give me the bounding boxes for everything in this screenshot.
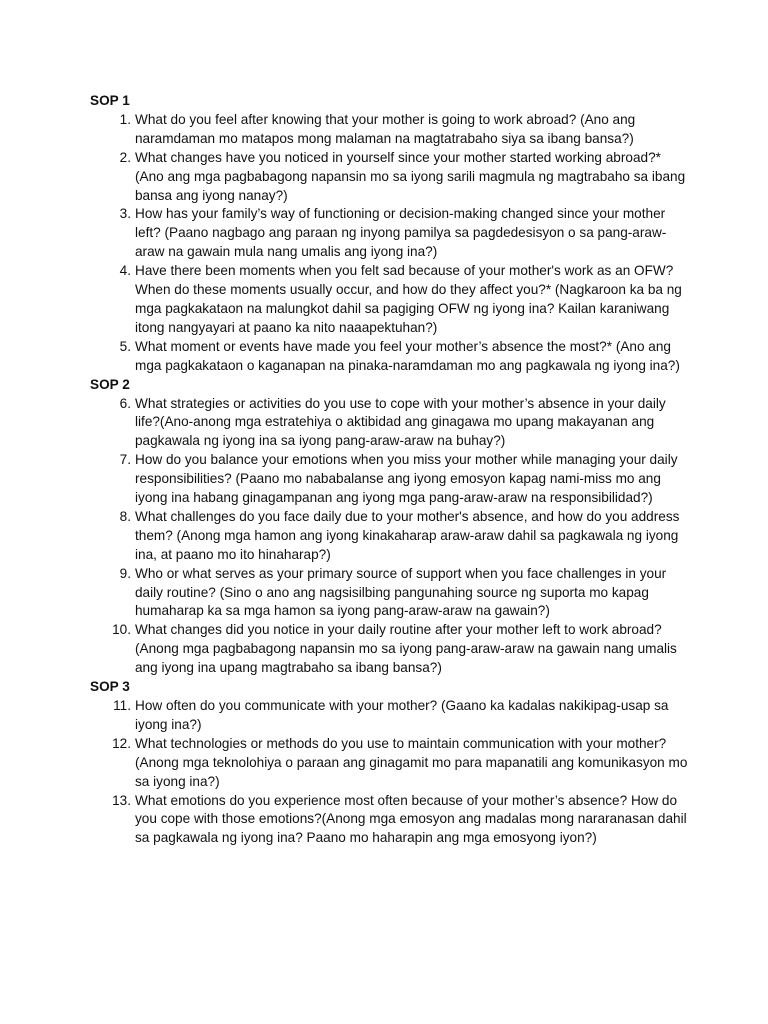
question-number: 6. [119, 395, 131, 411]
question-item [90, 735, 690, 792]
question-item [90, 262, 690, 338]
question-number: 9. [119, 565, 131, 581]
question-list [90, 395, 690, 679]
question-number: 2. [119, 149, 131, 165]
question-item [90, 149, 690, 206]
question-text: Who or what serves as your primary source of support when you face challenges in your daily routine? (Sino o ano ang nagsisilbing pangunahing source ng suporta mo kapag humaharap ka sa mga hamon sa iyong pang-araw-araw na gawain?) [135, 565, 667, 619]
question-item [90, 451, 690, 508]
question-number: 8. [119, 508, 131, 524]
question-text: What do you feel after knowing that your mother is going to work abroad? (Ano ang naramdaman mo matapos mong malaman na magtatrabaho siya sa ibang bansa?) [135, 111, 636, 146]
section-3 [90, 678, 690, 848]
section-1 [90, 92, 690, 376]
question-text: What moment or events have made you feel your mother’s absence the most?* (Ano ang mga pagkakataon o kaganapan na pinaka-naramdaman mo ang pagkawala ng iyong ina?) [135, 338, 680, 373]
section-heading: SOP 3 [90, 679, 130, 695]
question-number: 5. [119, 338, 131, 354]
question-number: 4. [119, 263, 131, 279]
question-text: What strategies or activities do you use to cope with your mother’s absence in your daily life?(Ano-anong mga estratehiya o aktibidad ang ginagawa mo upang makayanan ang pagkawala ng iyong ina sa iyong pang-araw-araw na buhay?) [135, 395, 666, 449]
question-number: 13. [112, 792, 131, 808]
question-number: 11. [113, 698, 131, 713]
question-number: 7. [119, 452, 131, 468]
question-text: What technologies or methods do you use to maintain communication with your mother?(Anong mga teknolohiya o paraan ang ginagamit mo para mapanatili ang komunikasyon mo sa iyong ina?) [135, 735, 688, 789]
question-text: How has your family’s way of functioning or decision-making changed since your mother left? (Paano nagbago ang paraan ng inyong pamilya sa pagdedesisyon o sa pang-araw-araw na gawain mula nang umalis ang iyong ina?) [135, 206, 667, 260]
question-text: What changes did you notice in your daily routine after your mother left to work abroad? (Anong mga pagbabagong napansin mo sa iyong pang-araw-araw na gawain nang umalis ang iyong ina upang magtrabaho sa ibang bansa?) [135, 622, 677, 676]
question-item [90, 111, 690, 149]
question-text: What emotions do you experience most often because of your mother’s absence? How do you cope with those emotions?(Anong mga emosyon ang madalas mong nararanasan dahil sa pagkawala ng iyong ina? Paano mo haharapin ang mga emosyong iyon?) [135, 792, 687, 846]
question-number: 12. [112, 735, 131, 751]
section-heading: SOP 1 [90, 93, 130, 108]
question-number: 3. [119, 206, 131, 222]
question-item [90, 792, 690, 849]
question-text: What challenges do you face daily due to your mother's absence, and how do you address them? (Anong mga hamon ang iyong kinakaharap araw-araw dahil sa pagkawala ng iyong ina, at paano mo ito hinaharap?) [135, 508, 680, 562]
question-number: 1. [119, 111, 131, 127]
question-text: Have there been moments when you felt sad because of your mother's work as an OFW? When do these moments usually occur, and how do they affect you?* (Nagkaroon ka ba ng mga pagkakataon na malungkot dahil sa pagiging OFW ng iyong ina? Kailan karaniwang itong nangyayari at paano ka nito naaapektuhan?) [135, 263, 682, 335]
question-item [90, 565, 690, 622]
question-item [90, 205, 690, 262]
question-text: What changes have you noticed in yourself since your mother started working abroad?* (Ano ang mga pagbabagong napansin mo sa iyong sarili magmula ng magtrabaho sa ibang bansa ang iyong nanay?) [135, 149, 686, 203]
question-item [90, 395, 690, 452]
question-number: 10. [112, 622, 131, 638]
question-list [90, 111, 690, 376]
question-list [90, 697, 690, 848]
question-item [90, 338, 690, 376]
question-item [90, 697, 690, 735]
question-item [90, 508, 690, 565]
section-2 [90, 376, 690, 679]
question-text: How do you balance your emotions when you miss your mother while managing your daily responsibilities? (Paano mo nababalanse ang iyong emosyon kapag nami-miss mo ang iyong ina habang ginagampanan ang iyong mga pang-araw-araw na responsibilidad?) [135, 452, 678, 506]
document-content [90, 92, 690, 848]
question-item [90, 621, 690, 678]
question-text: How often do you communicate with your mother? (Gaano ka kadalas nakikipag-usap sa iyong ina?) [135, 698, 669, 732]
section-heading: SOP 2 [90, 376, 130, 392]
